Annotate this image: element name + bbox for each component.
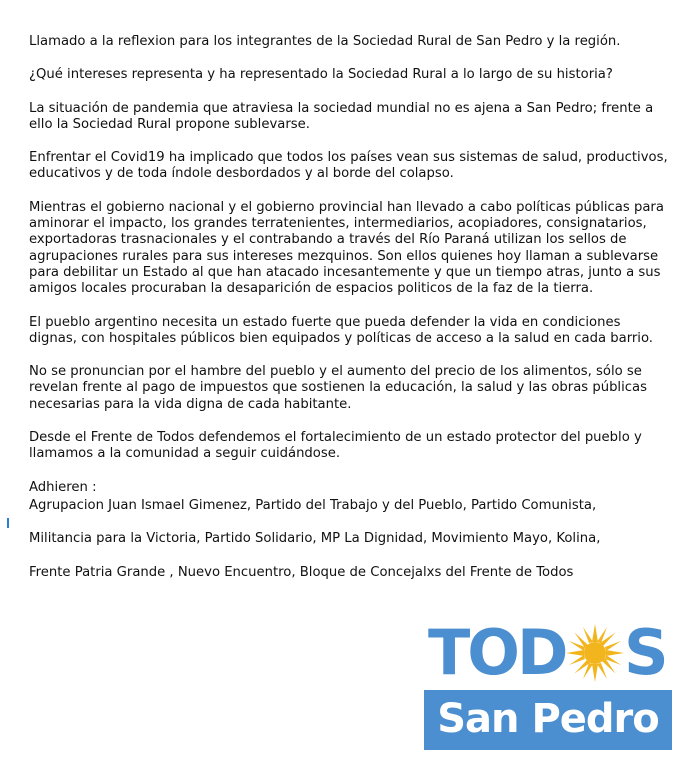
paragraph-frente-de-todos: Desde el Frente de Todos defendemos el fortalecimiento de un estado protector del pueblo y llamamos a la comunidad a seguir cuidándose. — [29, 430, 642, 462]
adherents-line-3: Frente Patria Grande , Nuevo Encuentro, Bloque de Concejalxs del Frente de Todos — [29, 564, 574, 580]
paragraph-argentine-people: El pueblo argentino necesita un estado fuerte que pueda defender la vida en condiciones dignas, con hospitales públicos bien equipados y políticas de acceso a la salud en cada barrio. — [29, 314, 653, 346]
paragraph-covid: Enfrentar el Covid19 ha implicado que todos los países vean sus sistemas de salud, productivos, educativos y de toda índole desbordados y al borde del colapso. — [29, 150, 668, 182]
logo-band — [424, 690, 672, 750]
adherents-line-2: Militancia para la Victoria, Partido Solidario, MP La Dignidad, Movimiento Mayo, Kolina, — [29, 531, 601, 547]
press-release — [29, 34, 669, 581]
sun-icon — [566, 624, 624, 682]
todos-san-pedro-logo — [424, 616, 672, 750]
paragraph-taxes: No se pronuncian por el hambre del pueblo y el aumento del precio de los alimentos, sólo se revelan frente al pago de impuestos que sostienen la educación, la salud y las obras públicas necesarias para la vida digna de cada habitante. — [29, 364, 647, 412]
adherents-line-1: Agrupacion Juan Ismael Gimenez, Partido del Trabajo y del Pueblo, Partido Comunista, — [29, 497, 597, 513]
logo-word-left: TOD — [428, 616, 566, 689]
logo-wordmark — [424, 616, 672, 690]
logo-word-right: S — [624, 616, 666, 689]
text-cursor-mark — [7, 518, 9, 528]
paragraph-title: Llamado a la reflexion para los integrantes de la Sociedad Rural de San Pedro y la región. — [29, 34, 621, 49]
paragraph-government: Mientras el gobierno nacional y el gobierno provincial han llevado a cabo políticas públicas para aminorar el impacto, los grandes terratenientes, intermediarios, acopiadores, consignatarios, exportadoras trasnacionales y el contrabando a través del Río Paraná utilizan los sellos de agrupaciones rurales para sus intereses mezquinos. Son ellos quienes hoy llaman a sublevarse para debilitar un Estado al que han atacado incesantemente y que un tiempo atras, junto a sus amigos locales procuraban la desaparición de espacios politicos de la faz de la tierra. — [29, 199, 664, 297]
adhieren-label: Adhieren : — [29, 479, 97, 495]
paragraph-question: ¿Qué intereses representa y ha representado la Sociedad Rural a lo largo de su historia? — [29, 67, 613, 83]
logo-band-text: San Pedro — [437, 696, 659, 742]
paragraph-pandemic: La situación de pandemia que atraviesa la sociedad mundial no es ajena a San Pedro; frente a ello la Sociedad Rural propone sublevarse. — [29, 100, 654, 132]
